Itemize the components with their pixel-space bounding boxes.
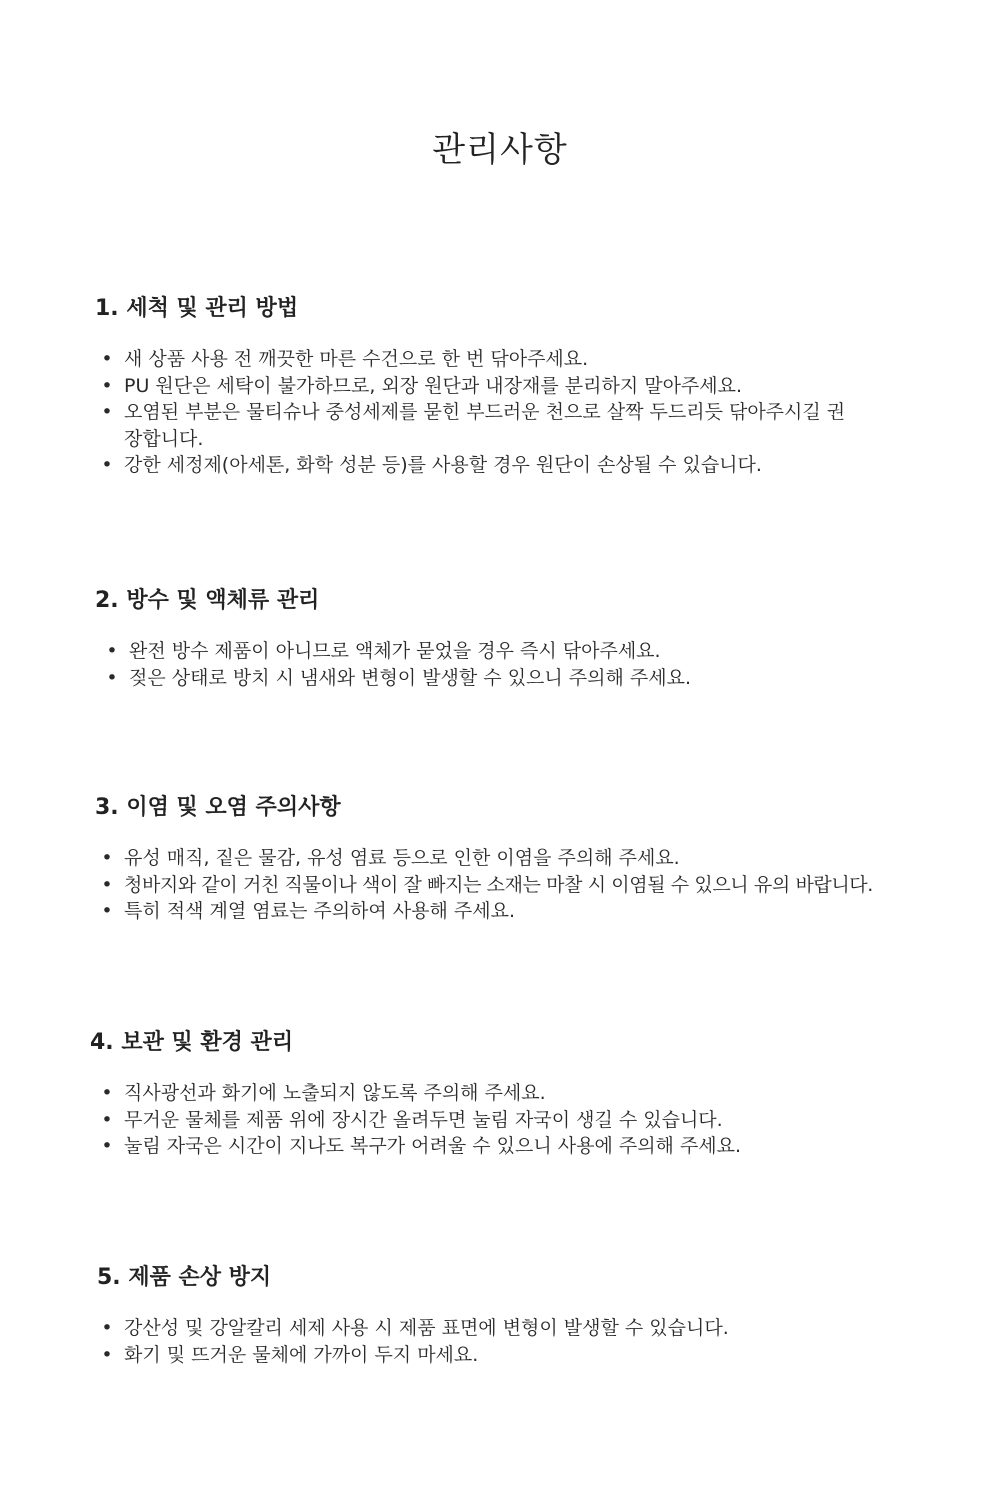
list-item: [100, 1107, 960, 1134]
list-item: [100, 399, 860, 452]
list-item: [100, 845, 980, 872]
bullet-icon: •: [101, 1343, 113, 1366]
bullet-icon: •: [101, 847, 113, 869]
list-item-text: 새 상품 사용 전 깨끗한 마른 수건으로 한 번 닦아주세요.: [124, 348, 589, 370]
list-item-text: 강한 세정제(아세톤, 화학 성분 등)를 사용할 경우 원단이 손상될 수 있습니다.: [124, 454, 762, 476]
list-item: [105, 665, 965, 692]
list-item: [100, 346, 860, 373]
list-item: [100, 1080, 960, 1107]
bullet-icon: •: [101, 348, 113, 370]
bullet-icon: •: [101, 1135, 113, 1157]
bullet-icon: •: [101, 873, 113, 896]
list-item-text: 직사광선과 화기에 노출되지 않도록 주의해 주세요.: [124, 1082, 546, 1104]
bullet-icon: •: [101, 900, 113, 922]
list-item-text: 완전 방수 제품이 아니므로 액체가 묻었을 경우 즉시 닦아주세요.: [129, 640, 661, 662]
section-heading: 1. 세척 및 관리 방법: [95, 296, 299, 321]
list-item: [100, 1342, 960, 1369]
list-item: [100, 1133, 960, 1160]
list-item: [100, 872, 980, 899]
list-item-text: 무거운 물체를 제품 위에 장시간 올려두면 눌림 자국이 생길 수 있습니다.: [124, 1108, 723, 1131]
list-item-text: 특히 적색 계열 염료는 주의하여 사용해 주세요.: [124, 900, 516, 922]
list-item-text: 유성 매직, 짙은 물감, 유성 염료 등으로 인한 이염을 주의해 주세요.: [124, 847, 680, 869]
bullet-list: [100, 346, 860, 479]
bullet-list: [100, 845, 980, 925]
list-item-text: 화기 및 뜨거운 물체에 가까이 두지 마세요.: [124, 1343, 479, 1366]
list-item-text: 강산성 및 강알칼리 세제 사용 시 제품 표면에 변형이 발생할 수 있습니다.: [124, 1317, 729, 1339]
bullet-list: [105, 638, 965, 691]
bullet-icon: •: [106, 666, 118, 689]
list-item: [105, 638, 965, 665]
section-heading: 2. 방수 및 액체류 관리: [95, 588, 320, 613]
list-item-text: 젖은 상태로 방치 시 냄새와 변형이 발생할 수 있으니 주의해 주세요.: [129, 666, 691, 689]
list-item-text: 오염된 부분은 물티슈나 중성세제를 묻힌 부드러운 천으로 살짝 두드리듯 닦아주시길 권장합니다.: [124, 401, 846, 450]
bullet-list: [100, 1080, 960, 1160]
list-item: [100, 452, 860, 479]
list-item-text: PU 원단은 세탁이 불가하므로, 외장 원단과 내장재를 분리하지 말아주세요.: [124, 374, 743, 397]
bullet-icon: •: [101, 1108, 113, 1131]
list-item-text: 눌림 자국은 시간이 지나도 복구가 어려울 수 있으니 사용에 주의해 주세요.: [124, 1135, 742, 1157]
section-heading: 4. 보관 및 환경 관리: [90, 1030, 294, 1055]
bullet-icon: •: [101, 1317, 113, 1339]
section-heading: 3. 이염 및 오염 주의사항: [95, 795, 341, 820]
bullet-icon: •: [101, 1082, 113, 1104]
list-item: [100, 1315, 960, 1342]
section-heading: 5. 제품 손상 방지: [97, 1265, 272, 1290]
list-item: [100, 373, 860, 400]
bullet-icon: •: [106, 640, 118, 662]
page-title: 관리사항: [432, 130, 568, 170]
bullet-icon: •: [101, 401, 113, 423]
list-item: [100, 898, 980, 925]
list-item-text: 청바지와 같이 거친 직물이나 색이 잘 빠지는 소재는 마찰 시 이염될 수 있으니 유의 바랍니다.: [124, 873, 873, 896]
bullet-icon: •: [101, 454, 113, 476]
bullet-list: [100, 1315, 960, 1368]
bullet-icon: •: [101, 374, 113, 397]
